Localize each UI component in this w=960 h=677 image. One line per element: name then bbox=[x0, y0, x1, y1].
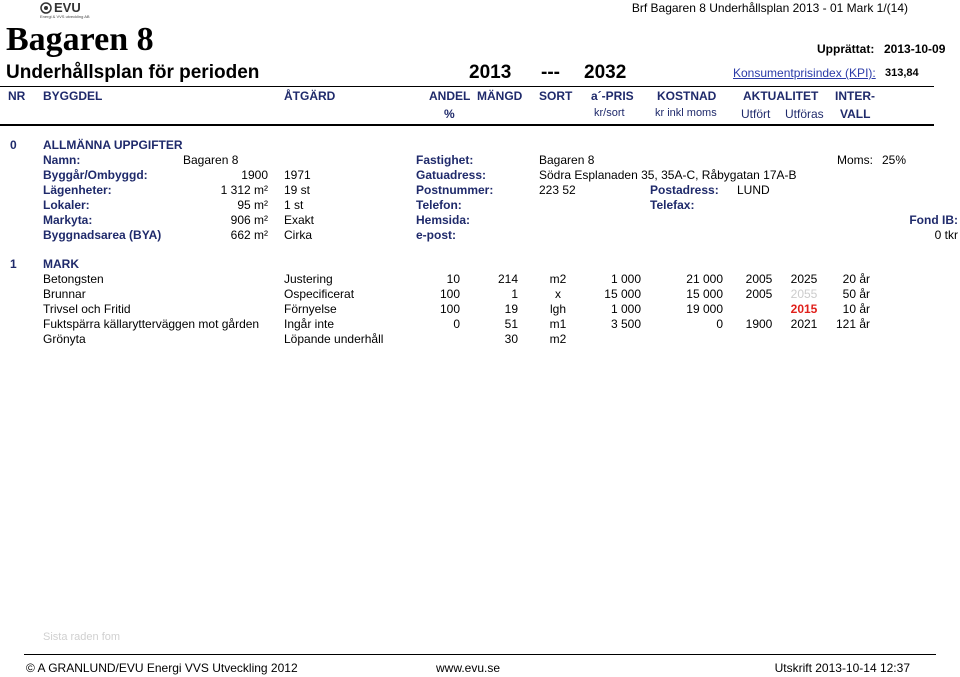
lgh-count: 19 st bbox=[284, 183, 311, 197]
mark-note: Exakt bbox=[284, 213, 315, 227]
footer-center[interactable]: www.evu.se bbox=[436, 661, 501, 675]
cell-andel: 10 bbox=[446, 272, 460, 286]
col-nr: NR bbox=[8, 89, 26, 103]
mark-area: 906 m² bbox=[230, 213, 268, 227]
column-header bbox=[0, 86, 934, 124]
footer-left: © A GRANLUND/EVU Energi VVS Utveckling 2012 bbox=[26, 661, 298, 675]
period-to: 2032 bbox=[584, 62, 627, 83]
byggar-value: 1900 bbox=[241, 168, 268, 182]
gatu-value: Södra Esplanaden 35, 35A-C, Råbygatan 17A-B bbox=[539, 168, 797, 182]
logo-icon bbox=[40, 2, 52, 14]
period-from: 2013 bbox=[469, 62, 512, 83]
col-andel-unit: % bbox=[444, 107, 455, 121]
col-apris: a´-PRIS bbox=[591, 89, 634, 103]
cell-mangd: 1 bbox=[511, 287, 518, 301]
created-value: 2013-10-09 bbox=[884, 42, 946, 56]
bya-area: 662 m² bbox=[230, 228, 268, 242]
col-kostnad: KOSTNAD bbox=[657, 89, 717, 103]
cell-utfort: 1900 bbox=[745, 317, 773, 331]
lgh-label: Lägenheter: bbox=[43, 183, 112, 197]
col-atgard: ÅTGÄRD bbox=[284, 89, 336, 103]
info-row-mark bbox=[0, 213, 960, 228]
header-divider-bottom bbox=[0, 124, 934, 126]
postnr-label: Postnummer: bbox=[416, 183, 494, 197]
kpi-value: 313,84 bbox=[885, 67, 919, 79]
gatu-label: Gatuadress: bbox=[416, 168, 487, 182]
cell-sort: lgh bbox=[549, 302, 566, 316]
cell-kostnad: 15 000 bbox=[686, 287, 723, 301]
header-divider-top bbox=[0, 86, 934, 87]
cell-byggdel: Grönyta bbox=[43, 332, 86, 346]
info-row-lok bbox=[0, 198, 960, 213]
logo-tagline: Energi & VVS utveckling AB bbox=[40, 14, 90, 19]
lgh-area: 1 312 m² bbox=[220, 183, 268, 197]
cell-sort: m2 bbox=[549, 272, 567, 286]
col-kostnad-unit: kr inkl moms bbox=[655, 107, 717, 119]
logo bbox=[40, 0, 90, 19]
bya-note: Cirka bbox=[284, 228, 313, 242]
cell-andel: 100 bbox=[439, 302, 460, 316]
cell-sort: m2 bbox=[549, 332, 567, 346]
section1-header bbox=[0, 257, 960, 272]
fastighet-label: Fastighet: bbox=[416, 153, 474, 167]
section0-title: ALLMÄNNA UPPGIFTER bbox=[43, 138, 183, 152]
cell-kostnad: 21 000 bbox=[686, 272, 723, 286]
lok-label: Lokaler: bbox=[43, 198, 90, 212]
info-row-namn bbox=[0, 153, 960, 168]
info-row-bygg bbox=[0, 168, 960, 183]
epost-label: e-post: bbox=[416, 228, 456, 242]
tel-label: Telefon: bbox=[416, 198, 462, 212]
period-sep: --- bbox=[541, 62, 560, 83]
col-sort: SORT bbox=[539, 89, 573, 103]
cell-andel: 100 bbox=[439, 287, 460, 301]
moms-value: 25% bbox=[882, 153, 907, 167]
col-apris-unit: kr/sort bbox=[594, 107, 625, 119]
table-row bbox=[0, 302, 960, 317]
cell-kostnad: 0 bbox=[716, 317, 723, 331]
cell-kostnad: 19 000 bbox=[686, 302, 723, 316]
cell-intervall: 10 år bbox=[842, 302, 870, 316]
section1-nr: 1 bbox=[10, 257, 17, 271]
postnr-value: 223 52 bbox=[539, 183, 576, 197]
col-utforas: Utföras bbox=[785, 107, 824, 121]
cell-byggdel: Brunnar bbox=[43, 287, 86, 301]
cell-utforas: 2021 bbox=[790, 317, 818, 331]
cell-apris: 15 000 bbox=[604, 287, 641, 301]
cell-atgard: Förnyelse bbox=[284, 302, 337, 316]
cell-sort: x bbox=[555, 287, 561, 301]
col-utfort: Utfört bbox=[741, 107, 771, 121]
cell-mangd: 19 bbox=[504, 302, 518, 316]
created-label: Upprättat: bbox=[817, 42, 875, 56]
cell-byggdel: Trivsel och Fritid bbox=[43, 302, 131, 316]
ombyggd-value: 1971 bbox=[284, 168, 311, 182]
fond-label: Fond IB: bbox=[909, 213, 958, 227]
bygg-label: Byggår/Ombyggd: bbox=[43, 168, 148, 182]
cell-utforas: 2055 bbox=[790, 287, 818, 301]
period-label: Underhållsplan för perioden bbox=[6, 62, 260, 83]
cell-atgard: Ingår inte bbox=[284, 317, 335, 331]
lok-area: 95 m² bbox=[237, 198, 268, 212]
cell-atgard: Ospecificerat bbox=[284, 287, 355, 301]
table-row bbox=[0, 332, 960, 347]
cell-utfort: 2005 bbox=[745, 287, 773, 301]
table-row bbox=[0, 317, 960, 332]
cell-apris: 3 500 bbox=[610, 317, 641, 331]
col-aktualitet: AKTUALITET bbox=[743, 89, 819, 103]
kpi-label[interactable]: Konsumentprisindex (KPI): bbox=[733, 66, 876, 80]
cell-andel: 0 bbox=[453, 317, 460, 331]
cell-utfort: 2005 bbox=[745, 272, 773, 286]
mark-label: Markyta: bbox=[43, 213, 93, 227]
col-mangd: MÄNGD bbox=[477, 89, 523, 103]
namn-label: Namn: bbox=[43, 153, 81, 167]
logo-text: EVU bbox=[54, 0, 81, 15]
section0-header bbox=[0, 138, 960, 153]
bya-label: Byggnadsarea (BYA) bbox=[43, 228, 162, 242]
fastighet-value: Bagaren 8 bbox=[539, 153, 595, 167]
section0-nr: 0 bbox=[10, 138, 17, 152]
cell-utforas: 2025 bbox=[790, 272, 818, 286]
table-row bbox=[0, 287, 960, 302]
cell-atgard: Löpande underhåll bbox=[284, 332, 384, 346]
postadr-label: Postadress: bbox=[650, 183, 719, 197]
cell-byggdel: Betongsten bbox=[43, 272, 104, 286]
cell-byggdel: Fuktspärra källarytterväggen mot gården bbox=[43, 317, 260, 331]
footer-divider bbox=[24, 654, 936, 655]
cell-mangd: 214 bbox=[497, 272, 518, 286]
cell-utforas: 2015 bbox=[790, 302, 818, 316]
cell-apris: 1 000 bbox=[610, 302, 641, 316]
footer-right: Utskrift 2013-10-14 12:37 bbox=[774, 661, 910, 675]
col-intervall-2: VALL bbox=[840, 107, 871, 121]
fond-value: 0 tkr bbox=[934, 228, 958, 242]
last-row-note: Sista raden fom bbox=[43, 631, 121, 643]
info-row-lgh bbox=[0, 183, 960, 198]
cell-apris: 1 000 bbox=[610, 272, 641, 286]
hemsida-label: Hemsida: bbox=[416, 213, 471, 227]
section1-title: MARK bbox=[43, 257, 79, 271]
cell-atgard: Justering bbox=[284, 272, 333, 286]
fax-label: Telefax: bbox=[650, 198, 695, 212]
col-intervall: INTER- bbox=[835, 89, 875, 103]
cell-intervall: 20 år bbox=[842, 272, 870, 286]
info-row-bya bbox=[0, 228, 960, 243]
postadr-value: LUND bbox=[737, 183, 770, 197]
page-header: Brf Bagaren 8 Underhållsplan 2013 - 01 Mark 1/(14) bbox=[631, 1, 908, 15]
col-andel: ANDEL bbox=[429, 89, 471, 103]
moms-label: Moms: bbox=[837, 153, 873, 167]
namn-value: Bagaren 8 bbox=[183, 153, 239, 167]
col-byggdel: BYGGDEL bbox=[43, 89, 103, 103]
cell-mangd: 51 bbox=[504, 317, 518, 331]
table-row bbox=[0, 272, 960, 287]
lok-count: 1 st bbox=[284, 198, 304, 212]
cell-intervall: 121 år bbox=[835, 317, 870, 331]
cell-intervall: 50 år bbox=[842, 287, 870, 301]
page-title: Bagaren 8 bbox=[6, 21, 154, 58]
cell-mangd: 30 bbox=[504, 332, 518, 346]
cell-sort: m1 bbox=[549, 317, 567, 331]
